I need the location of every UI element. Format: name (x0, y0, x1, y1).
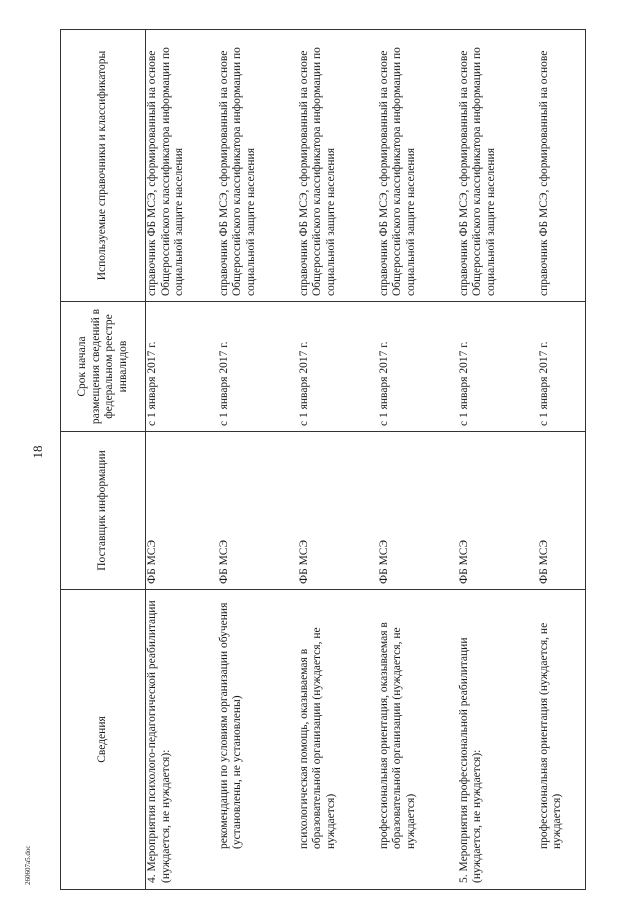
row-reference: справочник ФБ МСЭ, сформированный на основе Общероссийского классификатора информации по социальной защите населения (458, 30, 538, 302)
row-provider: ФБ МСЭ (146, 432, 218, 590)
row-info: профессиональная ориентация, оказываемая в образовательной организации (нуждается, не нуждается) (378, 590, 458, 890)
row-reference: справочник ФБ МСЭ, сформированный на основе Общероссийского классификатора информации по социальной защите населения (146, 30, 218, 302)
row-start-date: с 1 января 2017 г. (458, 302, 538, 432)
header-info: Сведения (61, 590, 146, 890)
header-references: Используемые справочники и классификаторы (61, 30, 146, 302)
row-start-date: с 1 января 2017 г. (218, 302, 298, 432)
table-row (298, 30, 378, 890)
header-start-date: Срок начала размещения сведений в федеральном реестре инвалидов (61, 302, 146, 432)
row-provider: ФБ МСЭ (298, 432, 378, 590)
table-row (218, 30, 298, 890)
row-reference: справочник ФБ МСЭ, сформированный на основе Общероссийского классификатора информации по социальной защите населения (298, 30, 378, 302)
footer-filename: 260607a5.doc (24, 845, 32, 885)
row-reference: справочник ФБ МСЭ, сформированный на основе Общероссийского классификатора информации по социальной защите населения (218, 30, 298, 302)
registry-table (60, 29, 586, 890)
row-provider: ФБ МСЭ (218, 432, 298, 590)
row-start-date: с 1 января 2017 г. (378, 302, 458, 432)
row-info: профессиональная ориентация (нуждается, не нуждается) (538, 590, 586, 890)
table-row (146, 30, 218, 890)
row-provider: ФБ МСЭ (458, 432, 538, 590)
table-row (378, 30, 458, 890)
row-start-date: с 1 января 2017 г. (298, 302, 378, 432)
header-provider: Поставщик информации (61, 432, 146, 590)
row-info: психологическая помощь, оказываемая в образовательной организации (нуждается, не нуждается) (298, 590, 378, 890)
table-row (458, 30, 538, 890)
rotated-table-container (60, 30, 600, 890)
row-provider: ФБ МСЭ (378, 432, 458, 590)
row-start-date: с 1 января 2017 г. (538, 302, 586, 432)
table-header-row (61, 30, 146, 890)
row-info: 5. Мероприятия профессиональной реабилитации (нуждается, не нуждается): (458, 590, 538, 890)
row-provider: ФБ МСЭ (538, 432, 586, 590)
row-info: 4. Мероприятия психолого-педагогической реабилитации (нуждается, не нуждается): (146, 590, 218, 890)
table-row (538, 30, 586, 890)
page-number: 18 (30, 445, 45, 459)
row-reference: справочник ФБ МСЭ, сформированный на основе (538, 30, 586, 302)
row-start-date: с 1 января 2017 г. (146, 302, 218, 432)
row-info: рекомендации по условиям организации обучения (установлены, не установлены) (218, 590, 298, 890)
row-reference: справочник ФБ МСЭ, сформированный на основе Общероссийского классификатора информации по социальной защите населения (378, 30, 458, 302)
